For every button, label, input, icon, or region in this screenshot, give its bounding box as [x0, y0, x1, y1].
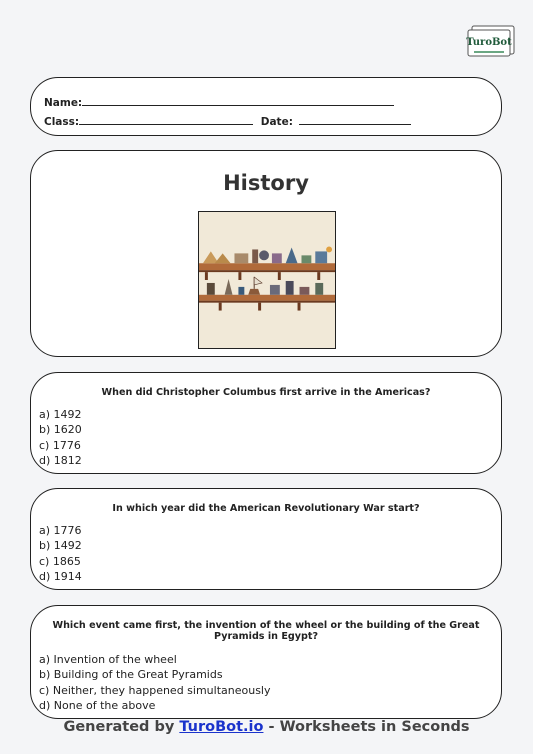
- answer-options: [39, 652, 271, 714]
- question-card-1: [30, 372, 502, 474]
- class-label: Class:: [44, 116, 80, 128]
- answer-option[interactable]: c) Neither, they happened simultaneously: [39, 683, 271, 697]
- answer-option[interactable]: b) Building of the Great Pyramids: [39, 668, 223, 682]
- answer-option[interactable]: c) 1865: [39, 554, 81, 568]
- answer-option[interactable]: b) 1492: [39, 539, 82, 553]
- question-text: Which event came first, the invention of the wheel or the building of the Great Pyramids in Egypt?: [52, 620, 480, 642]
- answer-option[interactable]: c) 1776: [39, 438, 81, 452]
- answer-option[interactable]: a) 1492: [39, 408, 82, 421]
- svg-text:TuroBot: TuroBot: [466, 37, 512, 48]
- name-label: Name:: [44, 97, 83, 109]
- name-row: [44, 95, 394, 109]
- student-info-card: [30, 77, 502, 136]
- question-card-3: [30, 605, 502, 719]
- turobot-logo: [464, 24, 518, 58]
- answer-option[interactable]: b) 1620: [39, 423, 82, 437]
- question-card-2: [30, 488, 502, 590]
- footer-prefix: Generated by: [63, 719, 180, 735]
- class-field[interactable]: [79, 114, 253, 125]
- worksheet-title: History: [223, 171, 309, 195]
- answer-option[interactable]: d) None of the above: [39, 699, 156, 713]
- question-text: In which year did the American Revolutionary War start?: [112, 503, 420, 514]
- answer-option[interactable]: d) 1812: [39, 454, 82, 468]
- answer-option[interactable]: a) Invention of the wheel: [39, 653, 177, 666]
- answer-option[interactable]: d) 1914: [39, 570, 82, 584]
- footer: [0, 719, 533, 735]
- name-field[interactable]: [82, 95, 394, 106]
- date-field[interactable]: [299, 114, 411, 125]
- footer-suffix: - Worksheets in Seconds: [263, 719, 470, 735]
- answer-options: [39, 407, 82, 469]
- turobot-link[interactable]: TuroBot.io: [179, 719, 264, 735]
- question-text: When did Christopher Columbus first arrive in the Americas?: [101, 387, 431, 398]
- class-date-row: [44, 114, 411, 128]
- title-card: [30, 150, 502, 357]
- history-timeline-illustration: [198, 211, 336, 349]
- date-label: Date:: [260, 116, 293, 128]
- answer-option[interactable]: a) 1776: [39, 524, 82, 537]
- answer-options: [39, 523, 82, 585]
